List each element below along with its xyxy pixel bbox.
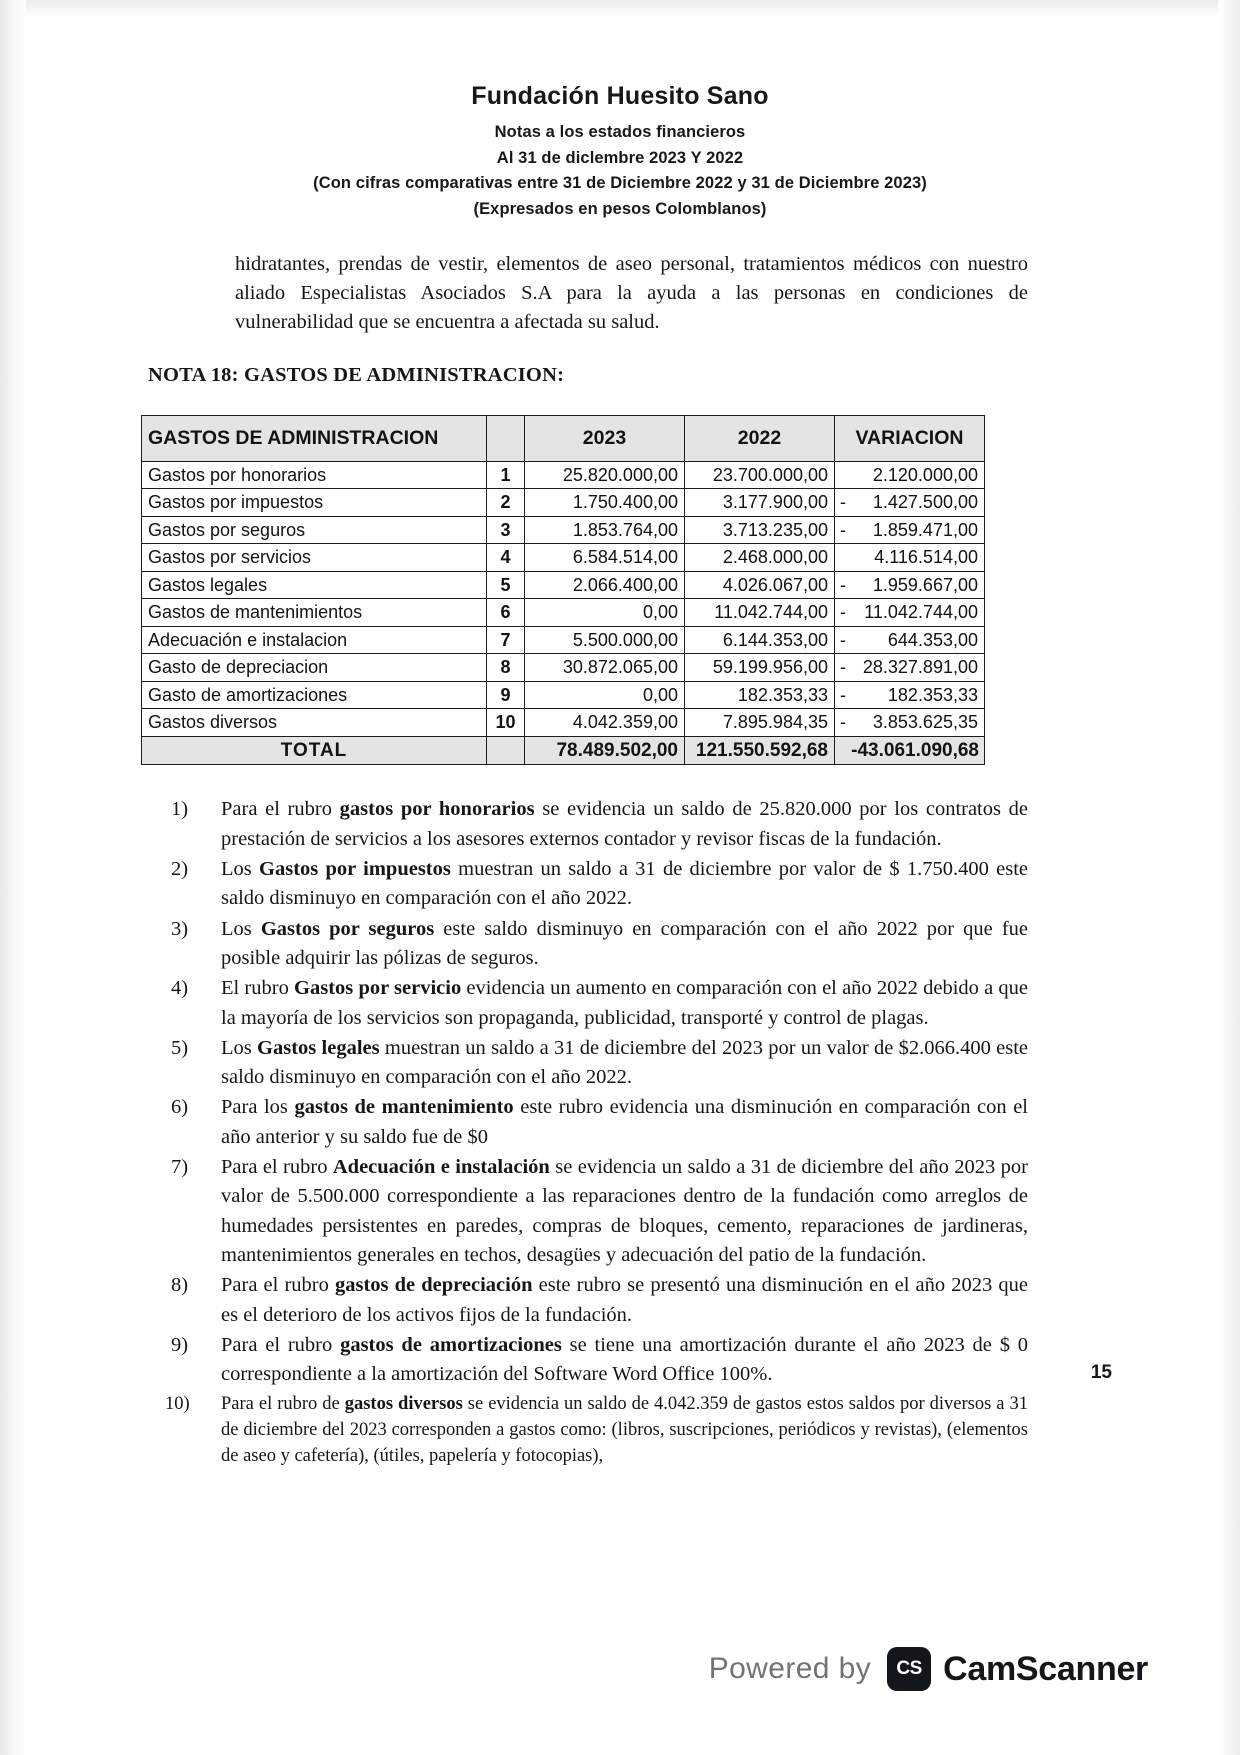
note-marker: 4) xyxy=(171,977,189,1000)
cell-index: 5 xyxy=(487,571,525,599)
note-text: Los xyxy=(221,857,260,880)
document-header xyxy=(0,0,1240,222)
variation-sign: - xyxy=(840,574,846,595)
notes-list xyxy=(165,795,1028,1470)
note-text: Para el rubro xyxy=(221,1333,341,1356)
cell-index: 1 xyxy=(487,461,525,489)
note-emphasis: gastos de mantenimiento xyxy=(294,1096,514,1119)
cell-concept: Gastos por honorarios xyxy=(142,461,487,489)
cell-concept: Gastos por servicios xyxy=(142,544,487,572)
note-text: evidencia un aumento en comparación con el año 2022 debido a que la mayoría de los servicios son propaganda, publicidad, transporté y control de plagas. xyxy=(221,977,1028,1029)
note-marker: 9) xyxy=(171,1333,189,1356)
cell-concept: Gasto de amortizaciones xyxy=(142,681,487,709)
variation-amount: 1.959.667,00 xyxy=(872,574,978,595)
cell-value-2023: 5.500.000,00 xyxy=(525,626,685,654)
cell-value-2023: 2.066.400,00 xyxy=(525,571,685,599)
note-text: Los xyxy=(221,1036,258,1059)
cell-concept: Gastos por impuestos xyxy=(142,489,487,517)
cell-index: 4 xyxy=(487,544,525,572)
variation-amount: 1.427.500,00 xyxy=(872,492,978,513)
note-text: muestran un saldo a 31 de diciembre por valor de $ 1.750.400 este saldo disminuyo en comparación con el año 2022. xyxy=(221,857,1028,910)
table-row xyxy=(142,681,985,709)
header-subtitle-line-4: (Expresados en pesos Colomblanos) xyxy=(473,199,767,218)
intro-paragraph: hidratantes, prendas de vestir, elementos de aseo personal, tratamientos médicos con nuestro aliado Especialistas Asociados S.A para la ayuda a las personas en condiciones de vulnerabilidad que se encuentra a afectada su salud. xyxy=(235,253,1028,334)
note-text: Para el rubro de xyxy=(221,1393,345,1414)
table-row xyxy=(142,571,985,599)
cell-total-variation: -43.061.090,68 xyxy=(835,736,985,765)
cell-variation xyxy=(835,516,985,544)
note-item xyxy=(165,1093,1028,1152)
cell-concept: Gastos por seguros xyxy=(142,516,487,544)
note-marker: 5) xyxy=(171,1036,189,1059)
cell-value-2023: 1.750.400,00 xyxy=(525,489,685,517)
cell-total-2022: 121.550.592,68 xyxy=(685,736,835,765)
watermark-powered-by: Powered by xyxy=(708,1652,872,1685)
note-item xyxy=(165,1153,1028,1270)
note-emphasis: gastos de amortizaciones xyxy=(340,1333,562,1356)
header-subtitle-line-1: Notas a los estados financieros xyxy=(494,123,746,141)
variation-sign: - xyxy=(840,712,846,733)
note-text: Los xyxy=(221,917,261,940)
note-item xyxy=(165,1331,1028,1390)
cell-total-2023: 78.489.502,00 xyxy=(525,736,685,765)
cell-value-2022: 4.026.067,00 xyxy=(685,571,835,599)
variation-amount: 4.116.514,00 xyxy=(874,547,978,568)
note-emphasis: gastos por honorarios xyxy=(339,798,535,821)
header-subtitle-line-2: Al 31 de diclembre 2023 Y 2022 xyxy=(496,148,744,167)
cell-concept: Gastos legales xyxy=(142,571,487,599)
cell-variation xyxy=(835,709,985,737)
table-header-row xyxy=(142,415,985,461)
note-marker: 1) xyxy=(171,798,189,821)
cell-concept: Gastos diversos xyxy=(142,709,487,737)
cell-concept: Gasto de depreciacion xyxy=(142,654,487,682)
table-row xyxy=(142,626,985,654)
cell-value-2023: 0,00 xyxy=(525,599,685,627)
column-header-index xyxy=(487,415,525,461)
cell-value-2022: 6.144.353,00 xyxy=(685,626,835,654)
variation-amount: 182.353,33 xyxy=(887,684,978,705)
note-text: Para el rubro xyxy=(221,1156,333,1179)
cell-value-2022: 7.895.984,35 xyxy=(685,709,835,737)
cell-concept: Adecuación e instalacion xyxy=(142,626,487,654)
administration-expenses-table xyxy=(141,415,985,766)
watermark-brand: CamScanner xyxy=(943,1649,1148,1688)
note-marker: 10) xyxy=(165,1393,190,1414)
cell-total-index xyxy=(487,736,525,765)
expenses-table-wrapper xyxy=(141,415,979,766)
header-subtitle-line-3: (Con cifras comparativas entre 31 de Diciembre 2022 y 31 de Diciembre 2023) xyxy=(313,174,927,193)
cell-index: 8 xyxy=(487,654,525,682)
note-text: muestran un saldo a 31 de diciembre del 2023 por un valor de $2.066.400 este saldo disminuyo en comparación con el año 2022. xyxy=(221,1036,1029,1089)
page-number: 15 xyxy=(1090,1362,1112,1383)
table-row xyxy=(142,654,985,682)
column-header-concept: GASTOS DE ADMINISTRACION xyxy=(142,415,487,461)
note-emphasis: gastos de depreciación xyxy=(335,1274,533,1297)
variation-sign: - xyxy=(840,602,846,623)
cell-variation xyxy=(835,599,985,627)
cell-index: 9 xyxy=(487,681,525,709)
variation-amount: 28.327.891,00 xyxy=(862,657,978,678)
camscanner-logo-icon: CS xyxy=(887,1647,931,1691)
table-row xyxy=(142,709,985,737)
note-item xyxy=(165,974,1028,1033)
cell-variation xyxy=(835,654,985,682)
table-row xyxy=(142,489,985,517)
note-text: este rubro se presentó una disminución en el año 2023 que es el deterioro de los activos fijos de la fundación. xyxy=(221,1274,1028,1326)
note-item xyxy=(165,855,1028,914)
note-emphasis: Gastos por servicio xyxy=(294,977,462,1000)
variation-sign: - xyxy=(840,684,846,705)
variation-sign: - xyxy=(840,519,846,540)
table-row xyxy=(142,599,985,627)
note-item xyxy=(165,1271,1028,1330)
variation-amount: 2.120.000,00 xyxy=(872,464,978,485)
note-emphasis: Adecuación e instalación xyxy=(332,1156,550,1179)
note-text: Para el rubro xyxy=(221,798,340,821)
note-emphasis: Gastos legales xyxy=(257,1036,380,1059)
cell-index: 3 xyxy=(487,516,525,544)
cell-value-2022: 11.042.744,00 xyxy=(685,599,835,627)
cell-index: 2 xyxy=(487,489,525,517)
note-emphasis: gastos diversos xyxy=(344,1393,463,1414)
cell-value-2022: 182.353,33 xyxy=(685,681,835,709)
note-item xyxy=(165,915,1028,974)
note-marker: 2) xyxy=(171,857,189,880)
note-marker: 6) xyxy=(171,1096,189,1119)
cell-variation xyxy=(835,544,985,572)
note-text: se evidencia un saldo de 25.820.000 por los contratos de prestación de servicios a los asesores externos contador y revisor fiscas de la fundación. xyxy=(221,798,1029,850)
table-total-row xyxy=(142,736,985,765)
column-header-2023: 2023 xyxy=(525,415,685,461)
cell-variation xyxy=(835,489,985,517)
note-text: se evidencia un saldo de 4.042.359 de gastos estos saldos por diversos a 31 de diciembre del 2023 corresponden a gastos como: (libros, suscripciones, periódicos y revistas), (elementos de aseo y cafetería), (útiles, papelería y fotocopias), xyxy=(221,1393,1028,1467)
note-text: se evidencia un saldo a 31 de diciembre del año 2023 por valor de 5.500.000 correspondiente a las reparaciones dentro de la fundación como arreglos de humedades persistentes en paredes, compras de bloques, cemento, reparaciones de jardineras, mantenimientos generales en techos, desagües y adecuación del patio de la fundación. xyxy=(221,1156,1028,1267)
note-item xyxy=(165,1034,1028,1093)
cell-value-2023: 30.872.065,00 xyxy=(525,654,685,682)
note-emphasis: Gastos por seguros xyxy=(260,917,435,940)
cell-value-2022: 3.177.900,00 xyxy=(685,489,835,517)
cell-index: 7 xyxy=(487,626,525,654)
note-item xyxy=(165,795,1028,854)
variation-sign: - xyxy=(840,657,846,678)
note-text: se tiene una amortización durante el año 2023 de $ 0 correspondiente a la amortización del Software Word Office 100%. xyxy=(221,1333,1029,1386)
column-header-variation: VARIACION xyxy=(835,415,985,461)
cell-value-2023: 6.584.514,00 xyxy=(525,544,685,572)
cell-value-2023: 1.853.764,00 xyxy=(525,516,685,544)
note-text: Para los xyxy=(221,1096,295,1119)
camscanner-watermark xyxy=(709,1647,1148,1691)
cell-variation xyxy=(835,626,985,654)
note-marker: 7) xyxy=(171,1156,189,1179)
cell-value-2022: 3.713.235,00 xyxy=(685,516,835,544)
table-header xyxy=(142,415,985,461)
cell-variation xyxy=(835,571,985,599)
table-row xyxy=(142,516,985,544)
table-body xyxy=(142,461,985,765)
variation-amount: 11.042.744,00 xyxy=(864,602,978,623)
variation-amount: 1.859.471,00 xyxy=(872,519,978,540)
variation-amount: 644.353,00 xyxy=(887,629,978,650)
variation-sign: - xyxy=(840,629,846,650)
organization-name: Fundación Huesito Sano xyxy=(471,82,769,110)
note-text: El rubro xyxy=(221,977,295,1000)
cell-variation xyxy=(835,461,985,489)
note-item xyxy=(165,1391,1028,1470)
cell-index: 10 xyxy=(487,709,525,737)
note-text: este rubro evidencia una disminución en comparación con el año anterior y su saldo fue de $0 xyxy=(221,1096,1028,1148)
cell-value-2023: 4.042.359,00 xyxy=(525,709,685,737)
column-header-2022: 2022 xyxy=(685,415,835,461)
note-emphasis: Gastos por impuestos xyxy=(259,857,451,880)
cell-concept: Gastos de mantenimientos xyxy=(142,599,487,627)
cell-total-label: TOTAL xyxy=(142,736,487,765)
table-row xyxy=(142,461,985,489)
cell-value-2023: 0,00 xyxy=(525,681,685,709)
note-marker: 3) xyxy=(171,917,189,940)
note-section-title: NOTA 18: GASTOS DE ADMINISTRACION: xyxy=(148,363,565,386)
table-row xyxy=(142,544,985,572)
cell-value-2023: 25.820.000,00 xyxy=(525,461,685,489)
cell-value-2022: 2.468.000,00 xyxy=(685,544,835,572)
cell-index: 6 xyxy=(487,599,525,627)
cell-value-2022: 23.700.000,00 xyxy=(685,461,835,489)
cell-variation xyxy=(835,681,985,709)
variation-amount: 3.853.625,35 xyxy=(872,712,978,733)
variation-sign: - xyxy=(840,492,846,513)
cell-value-2022: 59.199.956,00 xyxy=(685,654,835,682)
note-text: este saldo disminuyo en comparación con el año 2022 por que fue posible adquirir las pólizas de seguros. xyxy=(221,917,1028,969)
note-text: Para el rubro xyxy=(221,1274,335,1297)
note-marker: 8) xyxy=(171,1274,189,1297)
